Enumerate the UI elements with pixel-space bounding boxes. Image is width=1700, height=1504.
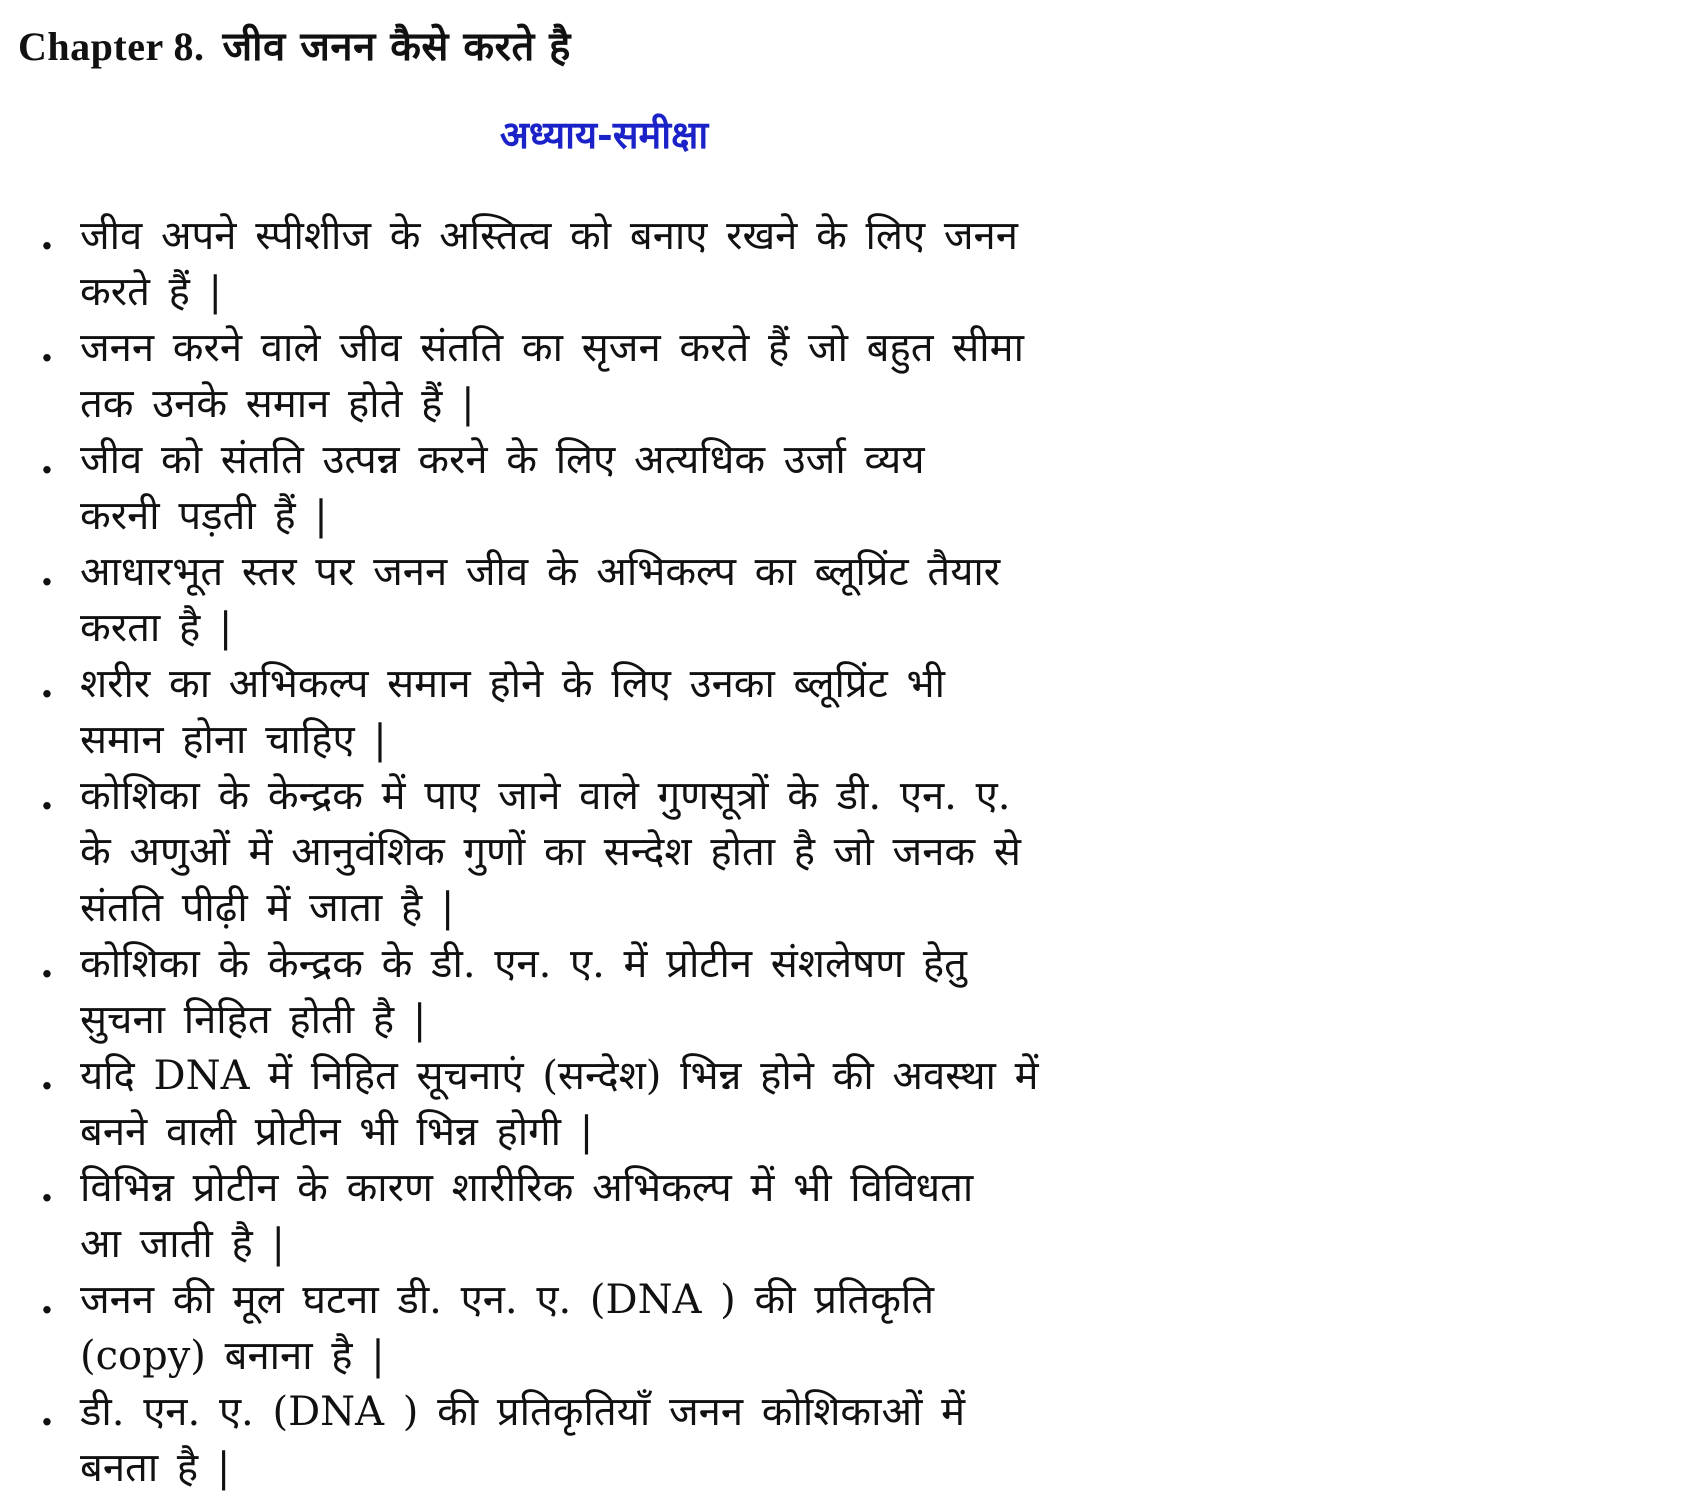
bullet-dot-icon: . bbox=[40, 1164, 54, 1211]
review-point-line: करता है | bbox=[80, 605, 233, 651]
bullet-dot-icon: . bbox=[40, 940, 54, 987]
bullet-dot-icon: . bbox=[40, 548, 54, 595]
review-point-line: आधारभूत स्तर पर जनन जीव के अभिकल्प का ब्लूप्रिंट तैयार bbox=[80, 549, 1001, 595]
review-point bbox=[36, 432, 1136, 544]
review-point-line: कोशिका के केन्द्रक के डी. एन. ए. में प्रोटीन संशलेषण हेतु bbox=[80, 941, 967, 987]
review-point-line: विभिन्न प्रोटीन के कारण शारीरिक अभिकल्प में भी विविधता bbox=[80, 1165, 974, 1211]
review-point-line: डी. एन. ए. (DNA ) की प्रतिकृतियाँ जनन कोशिकाओं में bbox=[80, 1389, 965, 1435]
review-point-line: (copy) बनाना है | bbox=[80, 1333, 385, 1379]
review-point bbox=[36, 1160, 1136, 1272]
bullet-dot-icon: . bbox=[40, 660, 54, 707]
bullet-dot-icon: . bbox=[40, 772, 54, 819]
review-point bbox=[36, 208, 1136, 320]
review-point bbox=[36, 1272, 1136, 1384]
review-point bbox=[36, 1384, 1136, 1496]
review-point-line: बनने वाली प्रोटीन भी भिन्न होगी | bbox=[80, 1109, 594, 1155]
bullet-dot-icon: . bbox=[40, 1276, 54, 1323]
section-title: अध्याय-समीक्षा bbox=[499, 112, 709, 157]
review-point bbox=[36, 936, 1136, 1048]
review-point bbox=[36, 1048, 1136, 1160]
review-point-line: शरीर का अभिकल्प समान होने के लिए उनका ब्लूप्रिंट भी bbox=[80, 661, 946, 707]
review-point-line: कोशिका के केन्द्रक में पाए जाने वाले गुणसूत्रों के डी. एन. ए. bbox=[80, 773, 1011, 819]
review-point-line: करते हैं | bbox=[80, 269, 223, 315]
review-point-line: यदि DNA में निहित सूचनाएं (सन्देश) भिन्न होने की अवस्था में bbox=[80, 1053, 1039, 1099]
review-point-line: संतति पीढ़ी में जाता है | bbox=[80, 885, 455, 931]
review-point-line: आ जाती है | bbox=[80, 1221, 285, 1267]
review-point-line: जीव को संतति उत्पन्न करने के लिए अत्यधिक उर्जा व्यय bbox=[80, 437, 925, 483]
chapter-title: जीव जनन कैसे करते है bbox=[222, 23, 571, 70]
chapter-heading bbox=[18, 22, 571, 72]
review-point-line: बनता है | bbox=[80, 1445, 231, 1491]
bullet-dot-icon: . bbox=[40, 1388, 54, 1435]
bullet-dot-icon: . bbox=[40, 1052, 54, 1099]
chapter-label: Chapter 8. bbox=[18, 24, 205, 69]
review-point-line: सुचना निहित होती है | bbox=[80, 997, 427, 1043]
review-point-line: करनी पड़ती हैं | bbox=[80, 493, 328, 539]
review-point-line: जीव अपने स्पीशीज के अस्तित्व को बनाए रखने के लिए जनन bbox=[80, 213, 1018, 259]
review-point bbox=[36, 768, 1136, 936]
review-point-line: समान होना चाहिए | bbox=[80, 717, 387, 763]
bullet-dot-icon: . bbox=[40, 212, 54, 259]
review-point-line: तक उनके समान होते हैं | bbox=[80, 381, 475, 427]
review-points-list bbox=[36, 208, 1136, 1496]
bullet-dot-icon: . bbox=[40, 436, 54, 483]
review-point bbox=[36, 544, 1136, 656]
review-point-line: जनन की मूल घटना डी. एन. ए. (DNA ) की प्रतिकृति bbox=[80, 1277, 935, 1323]
review-point bbox=[36, 656, 1136, 768]
review-point bbox=[36, 320, 1136, 432]
review-point-line: के अणुओं में आनुवंशिक गुणों का सन्देश होता है जो जनक से bbox=[80, 829, 1021, 875]
review-point-line: जनन करने वाले जीव संतति का सृजन करते हैं जो बहुत सीमा bbox=[80, 325, 1024, 371]
bullet-dot-icon: . bbox=[40, 324, 54, 371]
